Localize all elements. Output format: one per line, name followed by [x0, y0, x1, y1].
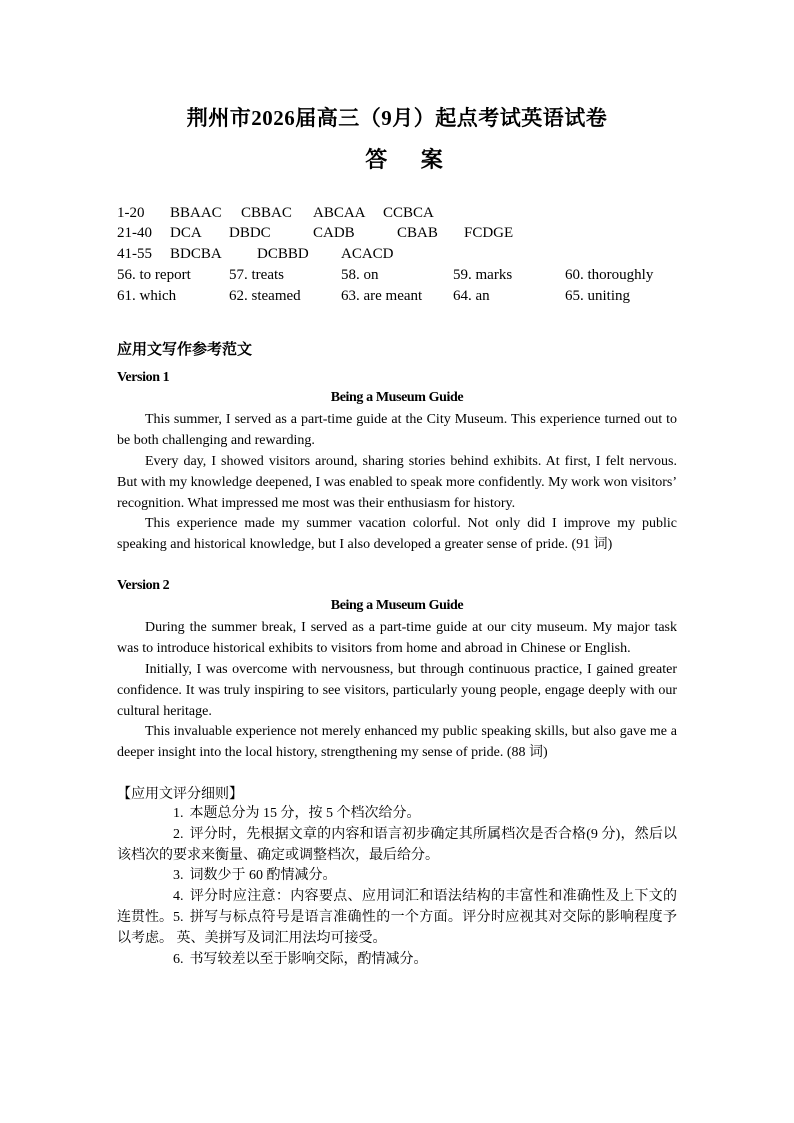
document-title: 荆州市2026届高三（9月）起点考试英语试卷: [186, 106, 608, 130]
writing-section-title: 应用文写作参考范文: [117, 342, 253, 358]
fill-answer: 58. on: [341, 267, 379, 283]
fill-answer: 64. an: [453, 288, 490, 304]
essay-paragraph: Every day, I showed visitors around, sharing stories behind exhibits. At first, I felt nervous. But with my knowledge deepened, I was enabled to speak more confidently. My work won visitors’ recognition. What impressed me most was their enthusiasm for history.: [117, 454, 677, 511]
answer-group: BBAAC: [170, 205, 222, 221]
answer-range: 1-20: [117, 205, 145, 221]
answer-group: ABCAA: [313, 205, 366, 221]
fill-answer: 56. to report: [117, 267, 191, 283]
answer-range: 41-55: [117, 246, 152, 262]
answer-group: CBBAC: [241, 205, 292, 221]
rule-text: 拼写与标点符号是语言准确性的一个方面。评分时应视其对交际的影响程度予以考虑。 英、美拼写及词汇用法均可接受。: [117, 910, 677, 946]
fill-answer: 65. uniting: [565, 288, 631, 304]
essay-title: Being a Museum Guide: [330, 390, 464, 405]
essay-paragraph: Initially, I was overcome with nervousness, but through continuous practice, I gained greater confidence. It was truly inspiring to see visitors, particularly young people, engage deeply with our cultural heritage.: [117, 662, 677, 719]
rule-text: 书写较差以至于影响交际，酌情减分。: [189, 952, 428, 967]
fill-answer: 57. treats: [229, 267, 284, 283]
essay-title: Being a Museum Guide: [330, 598, 464, 613]
answer-group: ACACD: [341, 246, 394, 262]
answer-range: 21-40: [117, 225, 152, 241]
rule-number: 4.: [173, 889, 184, 904]
rule-text: 评分时应注意：内容要点、应用词汇和语法结构的丰富性和准确性及上下文的连贯性。: [117, 889, 677, 925]
answer-group: CADB: [313, 225, 355, 241]
rule-item: [117, 825, 677, 867]
fill-answer: 62. steamed: [229, 288, 301, 304]
fill-answer: 63. are meant: [341, 288, 423, 304]
rule-number: 5.: [173, 910, 184, 925]
answer-group: DCBBD: [257, 246, 309, 262]
answer-group: DBDC: [229, 225, 271, 241]
essay-paragraph: During the summer break, I served as a part-time guide at our city museum. My major task was to introduce historical exhibits to visitors from home and abroad in Chinese or English.: [117, 620, 677, 656]
answer-group: CCBCA: [383, 205, 434, 221]
document-subtitle: 答 案: [365, 147, 457, 172]
fill-answer: 59. marks: [453, 267, 513, 283]
rule-item: [117, 804, 677, 825]
answer-group: DCA: [170, 225, 202, 241]
rule-item: [117, 908, 677, 950]
essay-paragraph: This experience made my summer vacation colorful. Not only did I improve my public speaking and historical knowledge, but I also developed a greater sense of pride. (91 词): [117, 516, 677, 552]
rule-number: 6.: [173, 952, 184, 967]
essay-paragraph: This summer, I served as a part-time guide at the City Museum. This experience turned out to be both challenging and rewarding.: [117, 412, 677, 448]
rules-title: 【应用文评分细则】: [117, 787, 243, 802]
rule-number: 1.: [173, 806, 184, 821]
version-label: Version 1: [117, 370, 170, 385]
answer-group: BDCBA: [170, 246, 222, 262]
answer-group: FCDGE: [464, 225, 514, 241]
rule-item: [117, 950, 677, 971]
rule-number: 2.: [173, 827, 184, 842]
fill-answer: 61. which: [117, 288, 177, 304]
rule-text: 评分时，先根据文章的内容和语言初步确定其所属档次是否合格(9 分)，然后以该档次的要求来衡量、确定或调整档次，最后给分。: [117, 827, 677, 863]
rule-item: [117, 866, 677, 887]
rule-text: 本题总分为 15 分，按 5 个档次给分。: [189, 806, 421, 821]
rule-number: 3.: [173, 868, 184, 883]
answer-group: CBAB: [397, 225, 438, 241]
version-label: Version 2: [117, 578, 170, 593]
fill-answer: 60. thoroughly: [565, 267, 654, 283]
rule-text: 词数少于 60 酌情减分。: [189, 868, 337, 883]
essay-paragraph: This invaluable experience not merely enhanced my public speaking skills, but also gave me a deeper insight into the local history, strengthening my sense of pride. (88 词): [117, 724, 677, 760]
